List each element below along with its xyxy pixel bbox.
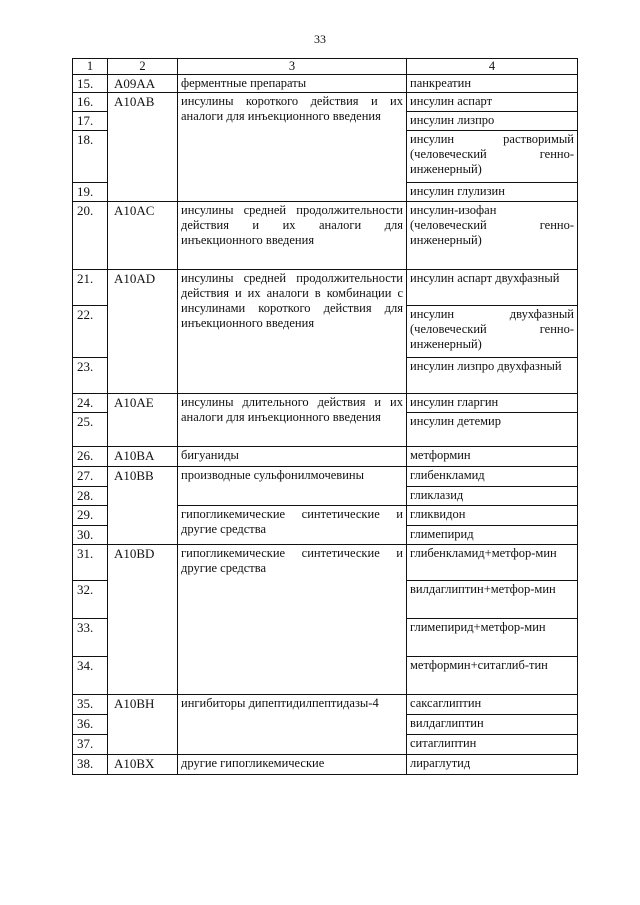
atc-code: A10AC <box>108 202 178 270</box>
drug-name: инсулин лизпро двухфазный <box>407 358 578 394</box>
column-header: 1 <box>73 59 108 75</box>
drug-name: инсулин двухфазный (человеческий генно-инженерный) <box>407 306 578 358</box>
row-number: 37. <box>73 735 108 755</box>
table-row <box>73 202 578 270</box>
drug-name: глимепирид <box>407 526 578 545</box>
drug-name: вилдаглиптин+метфор-мин <box>407 581 578 619</box>
table-row <box>73 695 578 715</box>
atc-code: A09AA <box>108 75 178 93</box>
group-name: гипогликемические синтетические и другие средства <box>178 506 407 545</box>
drug-name: инсулин растворимый (человеческий генно-инженерный) <box>407 131 578 183</box>
row-number: 23. <box>73 358 108 394</box>
drug-name: лираглутид <box>407 755 578 775</box>
row-number: 16. <box>73 93 108 112</box>
column-header: 2 <box>108 59 178 75</box>
table-row <box>73 394 578 413</box>
atc-code: A10AE <box>108 394 178 447</box>
drug-name: инсулин детемир <box>407 413 578 447</box>
row-number: 25. <box>73 413 108 447</box>
row-number: 29. <box>73 506 108 526</box>
drug-name: саксаглиптин <box>407 695 578 715</box>
drug-name: ситаглиптин <box>407 735 578 755</box>
row-number: 33. <box>73 619 108 657</box>
row-number: 17. <box>73 112 108 131</box>
drug-name: инсулин-изофан (человеческий генно-инженерный) <box>407 202 578 270</box>
drug-name: глибенкламид <box>407 467 578 487</box>
row-number: 31. <box>73 545 108 581</box>
atc-code: A10BA <box>108 447 178 467</box>
group-name: производные сульфонилмочевины <box>178 467 407 506</box>
group-name: гипогликемические синтетические и другие средства <box>178 545 407 695</box>
drug-name: инсулин лизпро <box>407 112 578 131</box>
row-number: 24. <box>73 394 108 413</box>
group-name: другие гипогликемические <box>178 755 407 775</box>
drug-name: инсулин аспарт <box>407 93 578 112</box>
row-number: 38. <box>73 755 108 775</box>
row-number: 34. <box>73 657 108 695</box>
row-number: 27. <box>73 467 108 487</box>
drug-name: вилдаглиптин <box>407 715 578 735</box>
group-name: инсулины средней продолжительности действия и их аналоги для инъекционного введения <box>178 202 407 270</box>
column-header: 3 <box>178 59 407 75</box>
drug-name: гликвидон <box>407 506 578 526</box>
atc-code: A10AB <box>108 93 178 202</box>
table-row <box>73 270 578 306</box>
group-name: инсулины средней продолжительности действия и их аналоги в комбинации с инсулинами короткого действия для инъекционного введения <box>178 270 407 394</box>
row-number: 28. <box>73 487 108 506</box>
atc-code: A10BB <box>108 467 178 545</box>
table-row <box>73 93 578 112</box>
row-number: 35. <box>73 695 108 715</box>
row-number: 21. <box>73 270 108 306</box>
drug-name: метформин+ситаглиб-тин <box>407 657 578 695</box>
drug-name: глимепирид+метфор-мин <box>407 619 578 657</box>
page-number: 33 <box>314 32 326 46</box>
table-row <box>73 467 578 487</box>
drug-name: глибенкламид+метфор-мин <box>407 545 578 581</box>
group-name: инсулины короткого действия и их аналоги для инъекционного введения <box>178 93 407 202</box>
row-number: 32. <box>73 581 108 619</box>
table-row <box>73 755 578 775</box>
table-row <box>73 75 578 93</box>
drug-table <box>72 58 578 775</box>
drug-name: гликлазид <box>407 487 578 506</box>
row-number: 30. <box>73 526 108 545</box>
column-header: 4 <box>407 59 578 75</box>
row-number: 26. <box>73 447 108 467</box>
drug-name: панкреатин <box>407 75 578 93</box>
header-row <box>73 59 578 75</box>
atc-code: A10AD <box>108 270 178 394</box>
table-row <box>73 545 578 581</box>
group-name: бигуаниды <box>178 447 407 467</box>
drug-name: инсулин гларгин <box>407 394 578 413</box>
atc-code: A10BH <box>108 695 178 755</box>
row-number: 19. <box>73 183 108 202</box>
group-name: ингибиторы дипептидилпептидазы-4 <box>178 695 407 755</box>
row-number: 20. <box>73 202 108 270</box>
table-row <box>73 447 578 467</box>
drug-name: инсулин глулизин <box>407 183 578 202</box>
row-number: 15. <box>73 75 108 93</box>
drug-name: инсулин аспарт двухфазный <box>407 270 578 306</box>
drug-name: метформин <box>407 447 578 467</box>
row-number: 36. <box>73 715 108 735</box>
row-number: 18. <box>73 131 108 183</box>
group-name: ферментные препараты <box>178 75 407 93</box>
row-number: 22. <box>73 306 108 358</box>
atc-code: A10BX <box>108 755 178 775</box>
atc-code: A10BD <box>108 545 178 695</box>
group-name: инсулины длительного действия и их аналоги для инъекционного введения <box>178 394 407 447</box>
